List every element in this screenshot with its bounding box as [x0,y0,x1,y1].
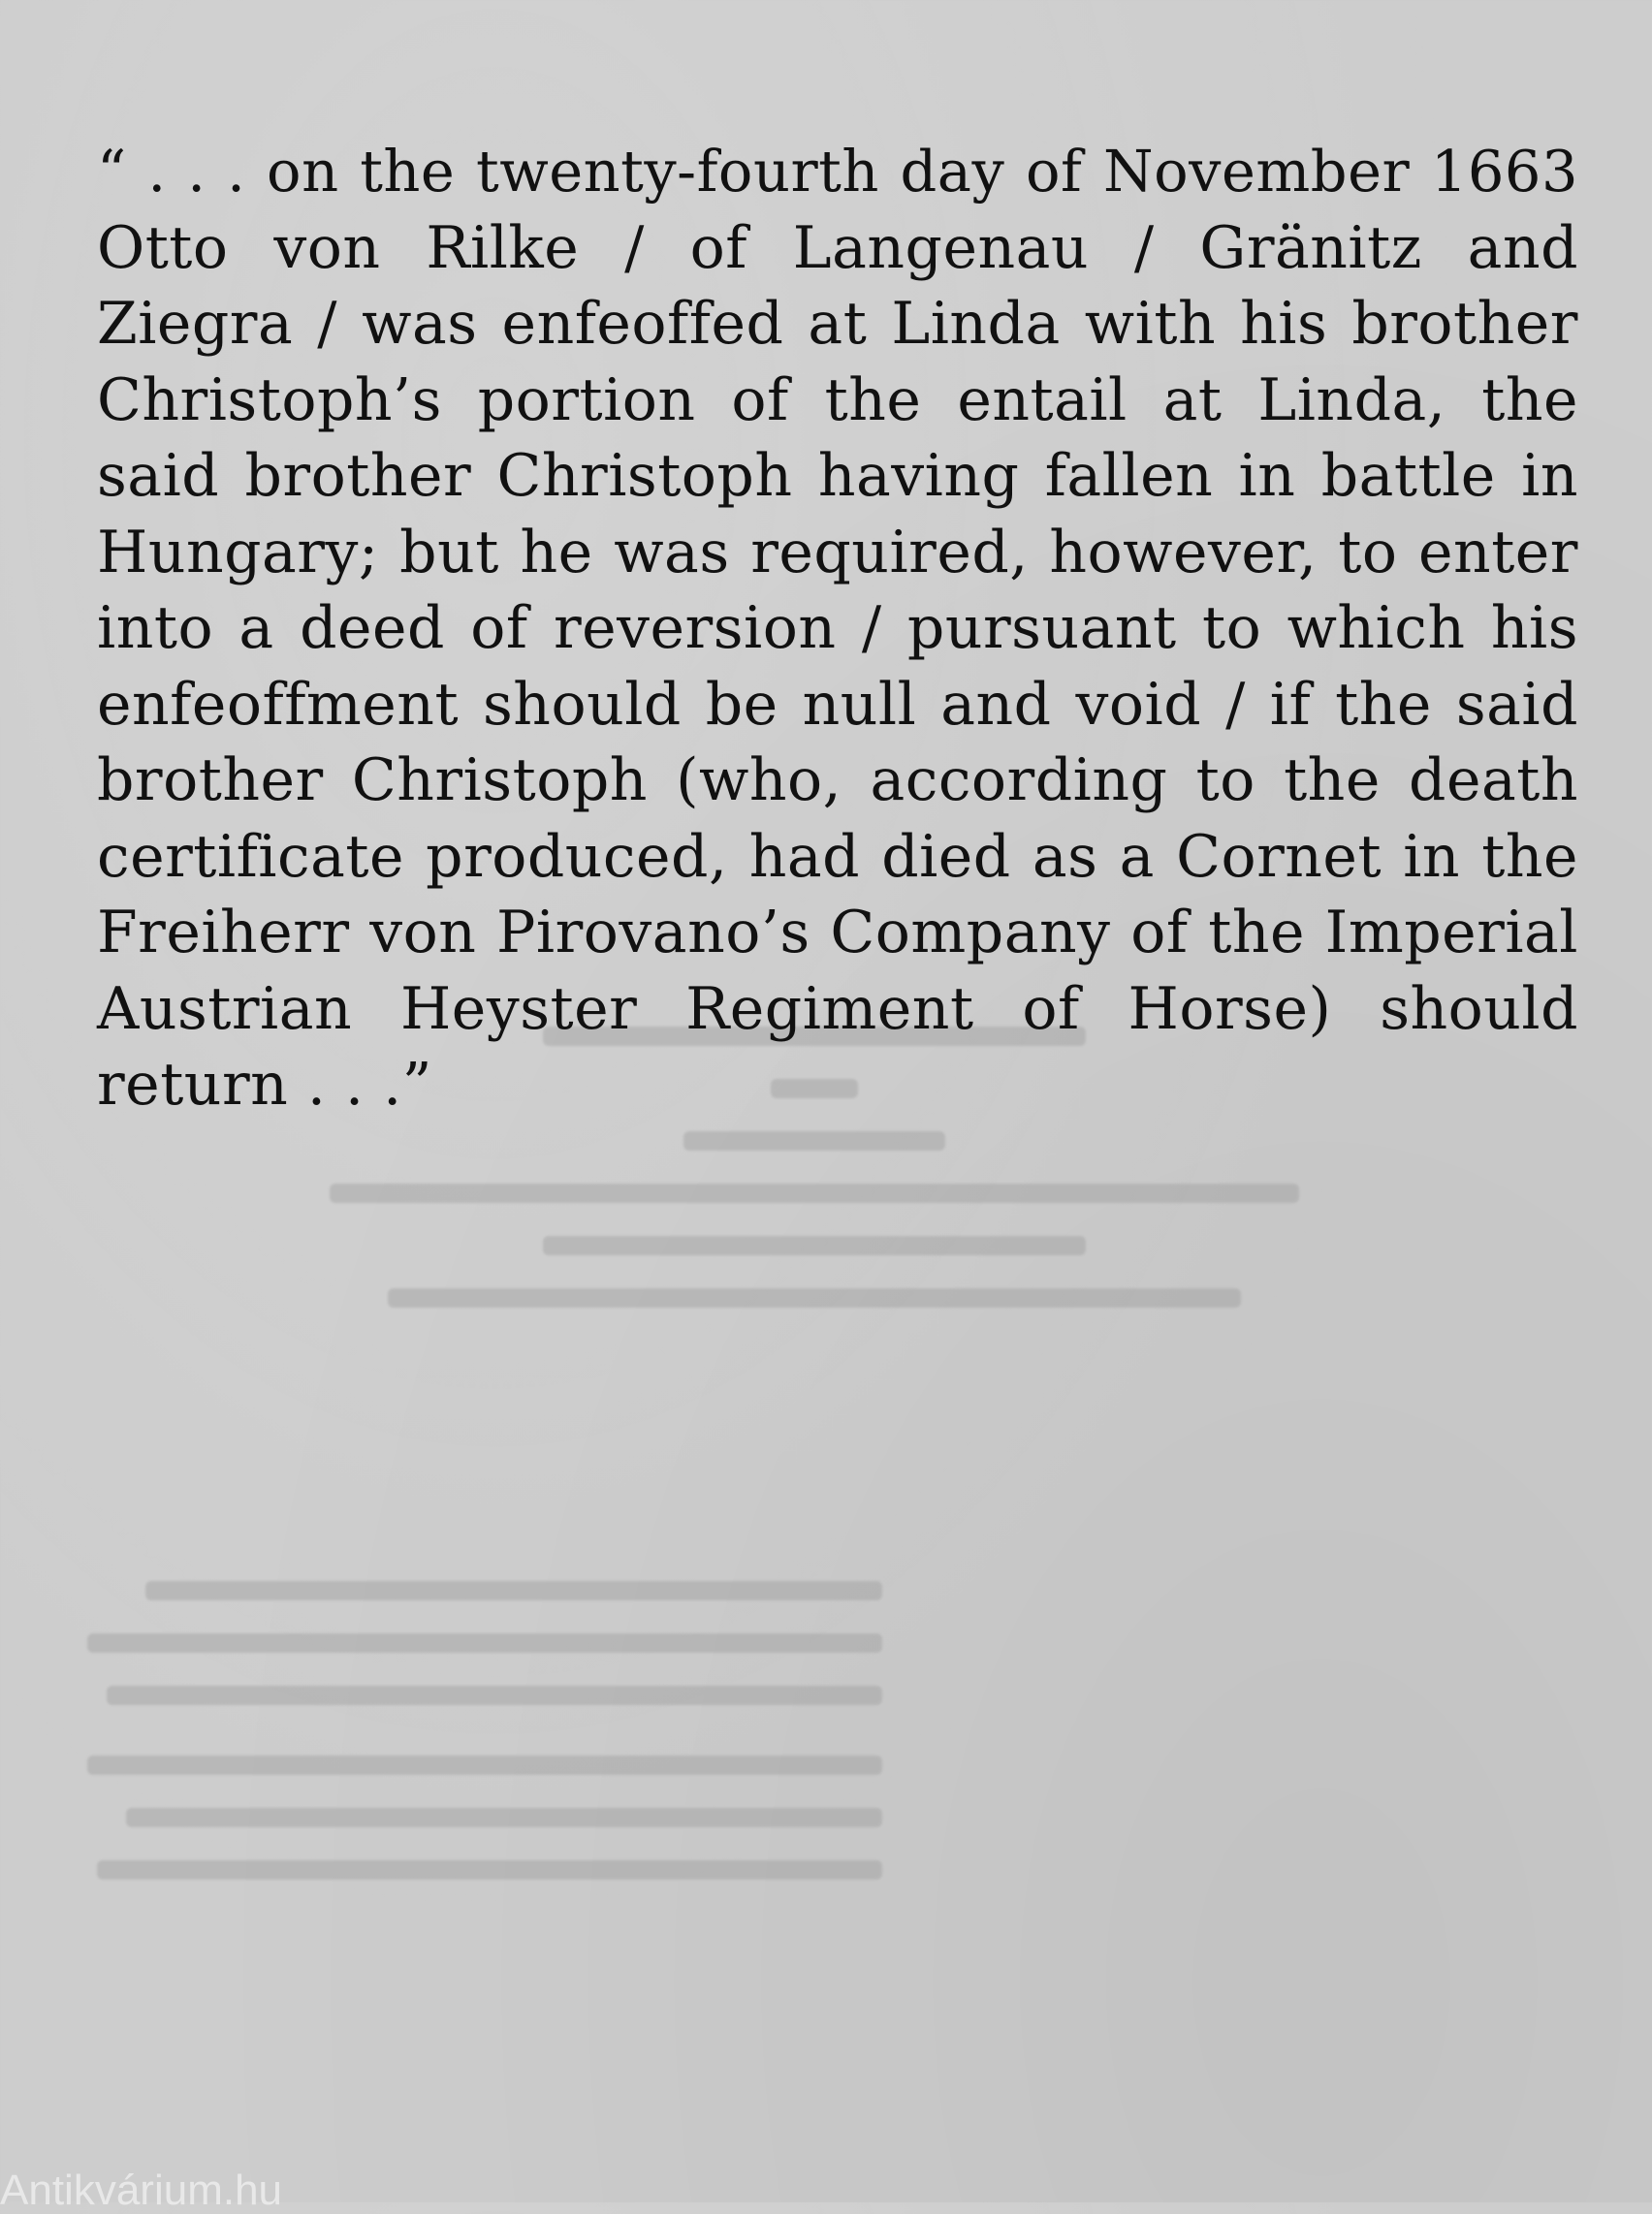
quote-line: Hungary; but he was required, however, to enter [97,518,1578,586]
quotation-paragraph [97,134,1578,1123]
bleed-bar [87,1783,882,1835]
quote-line: Austrian Heyster Regiment of Horse) should [97,974,1578,1043]
quote-line: Christoph’s portion of the entail at Linda, the [97,365,1578,434]
quote-line: brother Christoph (who, according to the death [97,746,1578,814]
bleed-bar [87,1608,882,1660]
bleed-bar [87,1835,882,1887]
bleed-bar [87,1730,882,1783]
bleed-bar [87,1660,882,1713]
quote-line: said brother Christoph having fallen in battle in [97,442,1578,510]
quote-line: Freiherr von Pirovano’s Company of the Imperial [97,899,1578,966]
bleed-bar [330,1270,1299,1322]
quote-line: “ . . . on the twenty-fourth day of November 1663 [97,138,1578,205]
quote-line: into a deed of reversion / pursuant to which his [97,594,1578,662]
bleed-bar [330,1165,1299,1218]
quote-line: Otto von Rilke / of Langenau / Gränitz and [97,213,1578,282]
reverse-side-show-through-bottom [87,1556,882,1887]
quote-line: certificate produced, had died as a Cornet in the [97,822,1578,891]
watermark-text: Antikvárium.hu [0,2167,283,2214]
quote-line: Ziegra / was enfeoffed at Linda with his brother [97,290,1578,358]
bleed-bar [330,1218,1299,1270]
quote-line: enfeoffment should be null and void / if the said [97,670,1578,739]
quote-line: return . . .” [97,1051,432,1119]
bleed-bar [87,1556,882,1608]
